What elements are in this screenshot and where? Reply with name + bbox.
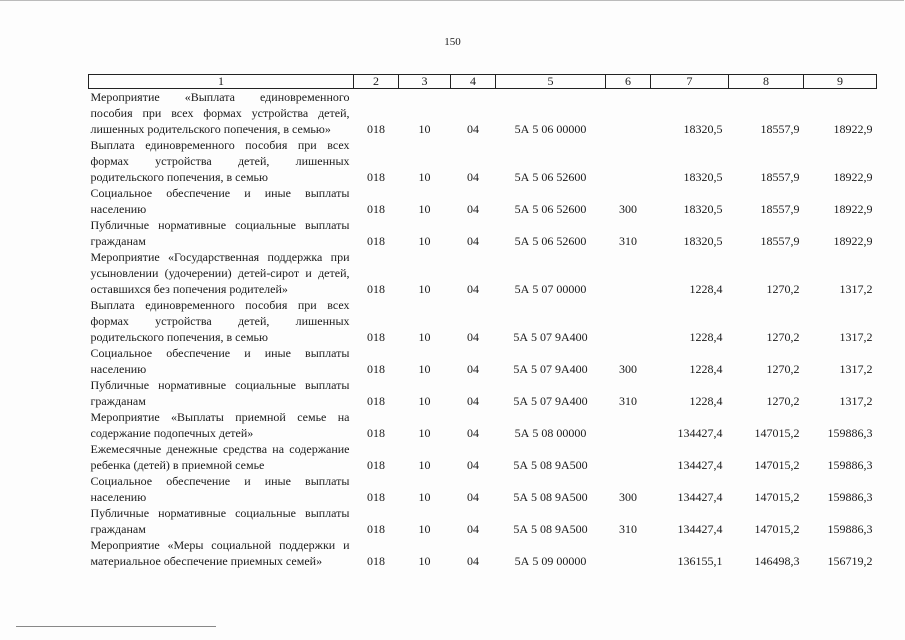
- target-article: 5А 5 08 9А500: [513, 522, 588, 536]
- amount-year-3: 1317,2: [839, 394, 873, 408]
- table-row: [89, 441, 877, 473]
- table-row: [89, 473, 877, 505]
- ministry-code: 018: [367, 458, 385, 472]
- expense-type: [606, 537, 651, 569]
- amount-year-1: 1228,4: [689, 330, 723, 344]
- amount-year-2: 18557,9: [760, 202, 800, 216]
- amount-year-2: 1270,2: [766, 282, 800, 296]
- column-header-ministry: 2: [354, 75, 399, 89]
- column-header-year-3: 9: [804, 75, 877, 89]
- amount-year-1: 136155,1: [677, 554, 723, 568]
- target-article: 5А 5 06 52600: [514, 170, 587, 184]
- section-code: 10: [418, 330, 431, 344]
- subsection-code: 04: [467, 202, 479, 216]
- expense-type: 310: [619, 522, 637, 536]
- subsection-code: 04: [467, 362, 479, 376]
- target-article: 5А 5 06 52600: [514, 202, 587, 216]
- ministry-code: 018: [367, 426, 385, 440]
- target-article: 5А 5 08 00000: [514, 426, 587, 440]
- amount-year-3: 156719,2: [827, 554, 873, 568]
- amount-year-1: 1228,4: [689, 282, 723, 296]
- footer-rule: [16, 626, 216, 627]
- row-name: Публичные нормативные социальные выплаты гражданам: [90, 378, 350, 408]
- row-name: Публичные нормативные социальные выплаты гражданам: [90, 218, 350, 248]
- table-row: [89, 137, 877, 185]
- section-code: 10: [418, 490, 431, 504]
- expense-type: 300: [619, 490, 637, 504]
- section-code: 10: [418, 426, 431, 440]
- ministry-code: 018: [367, 122, 385, 136]
- subsection-code: 04: [467, 458, 479, 472]
- section-code: 10: [418, 202, 431, 216]
- amount-year-2: 147015,2: [754, 458, 800, 472]
- table-row: [89, 505, 877, 537]
- target-article: 5А 5 06 52600: [514, 234, 587, 248]
- expense-type: 310: [619, 234, 637, 248]
- ministry-code: 018: [367, 554, 385, 568]
- target-article: 5А 5 07 9А400: [513, 362, 588, 376]
- amount-year-1: 134427,4: [677, 490, 723, 504]
- target-article: 5А 5 07 00000: [514, 282, 587, 296]
- amount-year-2: 147015,2: [754, 522, 800, 536]
- subsection-code: 04: [467, 490, 479, 504]
- row-name: Мероприятие «Государственная поддержка при усыновлении (удочерении) детей-сирот и детей, оставшихся без попечения родителей»: [90, 250, 350, 296]
- section-code: 10: [418, 458, 431, 472]
- row-name: Выплата единовременного пособия при всех формах устройства детей, лишенных родительского попечения, в семью: [90, 298, 350, 344]
- target-article: 5А 5 06 00000: [514, 122, 587, 136]
- row-name: Ежемесячные денежные средства на содержание ребенка (детей) в приемной семье: [90, 442, 350, 472]
- amount-year-2: 1270,2: [766, 394, 800, 408]
- subsection-code: 04: [467, 554, 479, 568]
- expense-type: [606, 441, 651, 473]
- page-number: 150: [444, 36, 461, 48]
- subsection-code: 04: [467, 234, 479, 248]
- target-article: 5А 5 07 9А400: [513, 394, 588, 408]
- amount-year-2: 147015,2: [754, 490, 800, 504]
- amount-year-3: 1317,2: [839, 362, 873, 376]
- expense-type: [606, 297, 651, 345]
- amount-year-3: 159886,3: [827, 458, 873, 472]
- section-code: 10: [418, 122, 431, 136]
- sheet-edge: [0, 0, 904, 3]
- amount-year-3: 18922,9: [833, 122, 873, 136]
- column-header-target-article: 5: [496, 75, 606, 89]
- row-name: Мероприятие «Выплата единовременного пособия при всех формах устройства детей, лишенных родительского попечения, в семью»: [90, 90, 350, 136]
- column-header-subsection: 4: [451, 75, 496, 89]
- row-name: Мероприятие «Выплаты приемной семье на содержание подопечных детей»: [90, 410, 350, 440]
- amount-year-3: 159886,3: [827, 426, 873, 440]
- ministry-code: 018: [367, 362, 385, 376]
- amount-year-1: 134427,4: [677, 426, 723, 440]
- amount-year-2: 146498,3: [754, 554, 800, 568]
- table-row: [89, 377, 877, 409]
- row-name: Мероприятие «Меры социальной поддержки и материальное обеспечение приемных семей»: [90, 538, 350, 568]
- table-row: [89, 89, 877, 138]
- expense-type: [606, 137, 651, 185]
- target-article: 5А 5 07 9А400: [513, 330, 588, 344]
- table-row: [89, 537, 877, 569]
- subsection-code: 04: [467, 426, 479, 440]
- table-row: [89, 249, 877, 297]
- section-code: 10: [418, 394, 431, 408]
- column-header-year-1: 7: [651, 75, 729, 89]
- amount-year-3: 18922,9: [833, 234, 873, 248]
- ministry-code: 018: [367, 490, 385, 504]
- amount-year-2: 18557,9: [760, 122, 800, 136]
- table-header-row: [89, 75, 877, 89]
- amount-year-1: 18320,5: [683, 122, 723, 136]
- subsection-code: 04: [467, 394, 479, 408]
- ministry-code: 018: [367, 330, 385, 344]
- column-header-expense-type: 6: [606, 75, 651, 89]
- table-row: [89, 185, 877, 217]
- target-article: 5А 5 09 00000: [514, 554, 587, 568]
- amount-year-2: 1270,2: [766, 330, 800, 344]
- expense-type: [606, 249, 651, 297]
- ministry-code: 018: [367, 234, 385, 248]
- row-name: Социальное обеспечение и иные выплаты населению: [90, 186, 350, 216]
- expense-type: 310: [619, 394, 637, 408]
- subsection-code: 04: [467, 282, 479, 296]
- expense-type: 300: [619, 202, 637, 216]
- subsection-code: 04: [467, 170, 479, 184]
- section-code: 10: [418, 554, 431, 568]
- section-code: 10: [418, 170, 431, 184]
- amount-year-1: 134427,4: [677, 458, 723, 472]
- amount-year-1: 18320,5: [683, 202, 723, 216]
- ministry-code: 018: [367, 170, 385, 184]
- target-article: 5А 5 08 9А500: [513, 490, 588, 504]
- amount-year-1: 18320,5: [683, 170, 723, 184]
- budget-table: [88, 74, 877, 569]
- amount-year-3: 159886,3: [827, 522, 873, 536]
- table-row: [89, 409, 877, 441]
- amount-year-3: 18922,9: [833, 170, 873, 184]
- expense-type: 300: [619, 362, 637, 376]
- amount-year-1: 1228,4: [689, 362, 723, 376]
- amount-year-3: 18922,9: [833, 202, 873, 216]
- amount-year-1: 1228,4: [689, 394, 723, 408]
- column-header-name: 1: [89, 75, 354, 89]
- amount-year-2: 18557,9: [760, 170, 800, 184]
- column-header-year-2: 8: [729, 75, 804, 89]
- ministry-code: 018: [367, 202, 385, 216]
- amount-year-1: 134427,4: [677, 522, 723, 536]
- ministry-code: 018: [367, 282, 385, 296]
- expense-type: [606, 89, 651, 138]
- section-code: 10: [418, 362, 431, 376]
- ministry-code: 018: [367, 394, 385, 408]
- target-article: 5А 5 08 9А500: [513, 458, 588, 472]
- section-code: 10: [418, 282, 431, 296]
- expense-type: [606, 409, 651, 441]
- subsection-code: 04: [467, 330, 479, 344]
- amount-year-2: 147015,2: [754, 426, 800, 440]
- amount-year-3: 1317,2: [839, 282, 873, 296]
- table-row: [89, 345, 877, 377]
- amount-year-2: 1270,2: [766, 362, 800, 376]
- amount-year-2: 18557,9: [760, 234, 800, 248]
- section-code: 10: [418, 522, 431, 536]
- row-name: Публичные нормативные социальные выплаты гражданам: [90, 506, 350, 536]
- row-name: Выплата единовременного пособия при всех формах устройства детей, лишенных родительского попечения, в семью: [90, 138, 350, 184]
- row-name: Социальное обеспечение и иные выплаты населению: [90, 346, 350, 376]
- row-name: Социальное обеспечение и иные выплаты населению: [90, 474, 350, 504]
- section-code: 10: [418, 234, 431, 248]
- ministry-code: 018: [367, 522, 385, 536]
- amount-year-1: 18320,5: [683, 234, 723, 248]
- subsection-code: 04: [467, 522, 479, 536]
- amount-year-3: 159886,3: [827, 490, 873, 504]
- amount-year-3: 1317,2: [839, 330, 873, 344]
- table-row: [89, 217, 877, 249]
- table-body: [89, 89, 877, 570]
- column-header-section: 3: [399, 75, 451, 89]
- subsection-code: 04: [467, 122, 479, 136]
- table-row: [89, 297, 877, 345]
